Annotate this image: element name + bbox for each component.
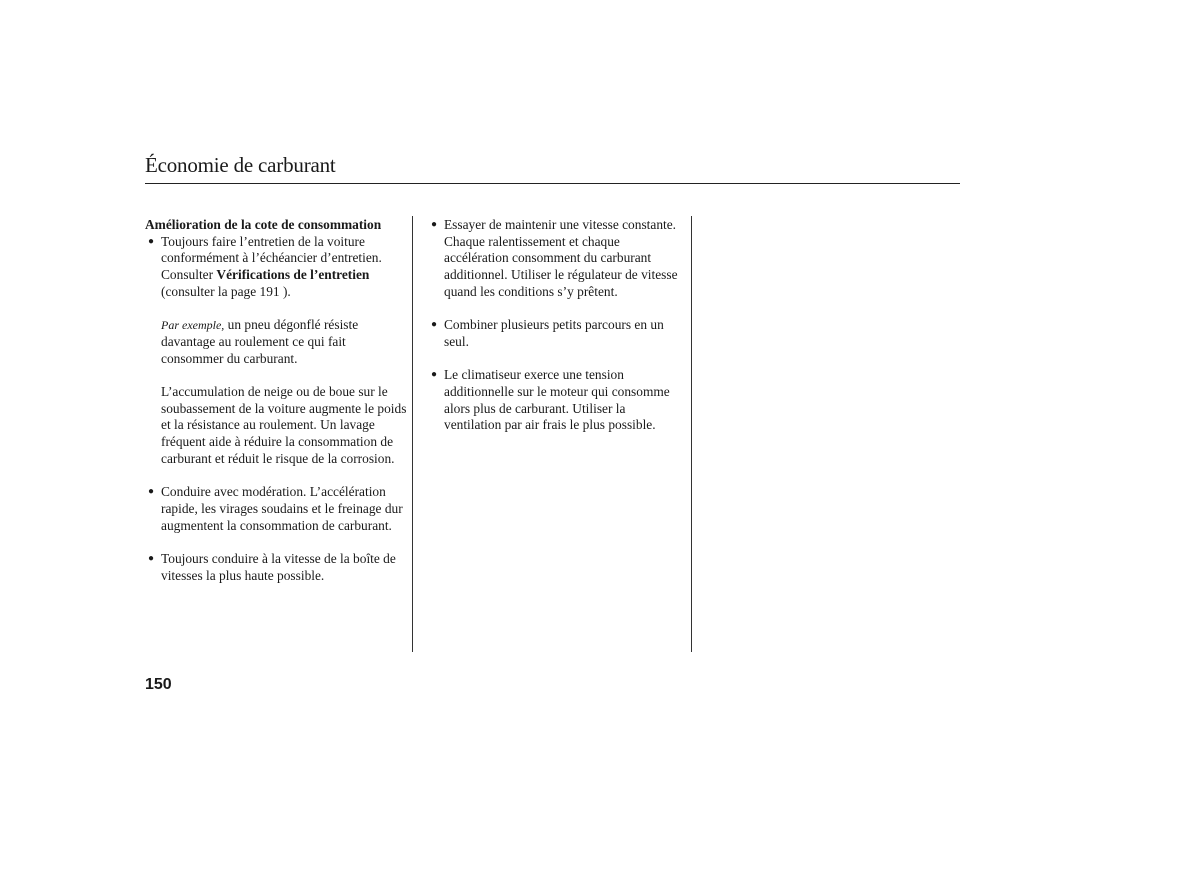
example-text: un pneu dégonflé résiste davantage au roulement ce qui fait consommer du carburant. <box>161 317 359 366</box>
page-title: Économie de carburant <box>145 153 336 177</box>
list-item-text: Le climatiseur exerce une tension additionnelle sur le moteur qui consomme alors plus de carburant. Utiliser la ventilation par air frais le plus possible. <box>444 367 670 433</box>
title-divider <box>145 183 960 184</box>
bullet-icon: ● <box>431 369 438 381</box>
list-item-text: Essayer de maintenir une vitesse constante. Chaque ralentissement et chaque accélération consomment du carburant additionnel. Utiliser le régulateur de vitesse quand les conditions s’y prêtent. <box>444 217 678 299</box>
list-item-text: Conduire avec modération. L’accélération rapide, les virages soudains et le freinage dur augmentent la consommation de carburant. <box>161 484 403 533</box>
example-paragraph <box>161 317 407 367</box>
right-column <box>428 217 686 434</box>
maintenance-checks-reference: Vérifications de l’entretien <box>216 267 370 283</box>
page-reference: (consulter la page 191 ). <box>161 283 291 299</box>
list-item <box>428 367 686 434</box>
list-item-text <box>161 234 407 301</box>
list-item-text: Combiner plusieurs petits parcours en un seul. <box>444 317 664 349</box>
bullet-icon: ● <box>431 219 438 230</box>
bullet-icon: ● <box>431 319 438 331</box>
spacer <box>428 351 686 368</box>
spacer <box>161 301 407 318</box>
spacer <box>145 468 407 485</box>
list-item <box>145 551 407 584</box>
spacer <box>428 301 686 318</box>
bullet-icon: ● <box>148 553 155 564</box>
maintenance-text: Toujours faire l’entretien de la voiture conformément à l’échéancier d’entretien. Consulter <box>161 233 382 283</box>
list-item <box>145 234 407 468</box>
spacer <box>161 367 407 384</box>
page-number: 150 <box>145 676 172 693</box>
bullet-icon: ● <box>148 486 155 498</box>
list-item <box>145 484 407 534</box>
snow-mud-paragraph: L’accumulation de neige ou de boue sur le soubassement de la voiture augmente le poids et la résistance au roulement. Un lavage fréquent aide à réduire la consommation de carburant et réduit le risque de la corrosion. <box>161 384 407 466</box>
example-label: Par exemple, <box>161 318 225 333</box>
list-item-text: Toujours conduire à la vitesse de la boîte de vitesses la plus haute possible. <box>161 551 396 583</box>
left-column <box>145 217 407 584</box>
bullet-icon: ● <box>148 235 155 247</box>
spacer <box>145 534 407 551</box>
column-divider-left <box>412 216 413 652</box>
section-heading: Amélioration de la cote de consommation <box>145 217 382 232</box>
list-item <box>428 217 686 301</box>
list-item <box>428 317 686 350</box>
column-divider-right <box>691 216 692 652</box>
